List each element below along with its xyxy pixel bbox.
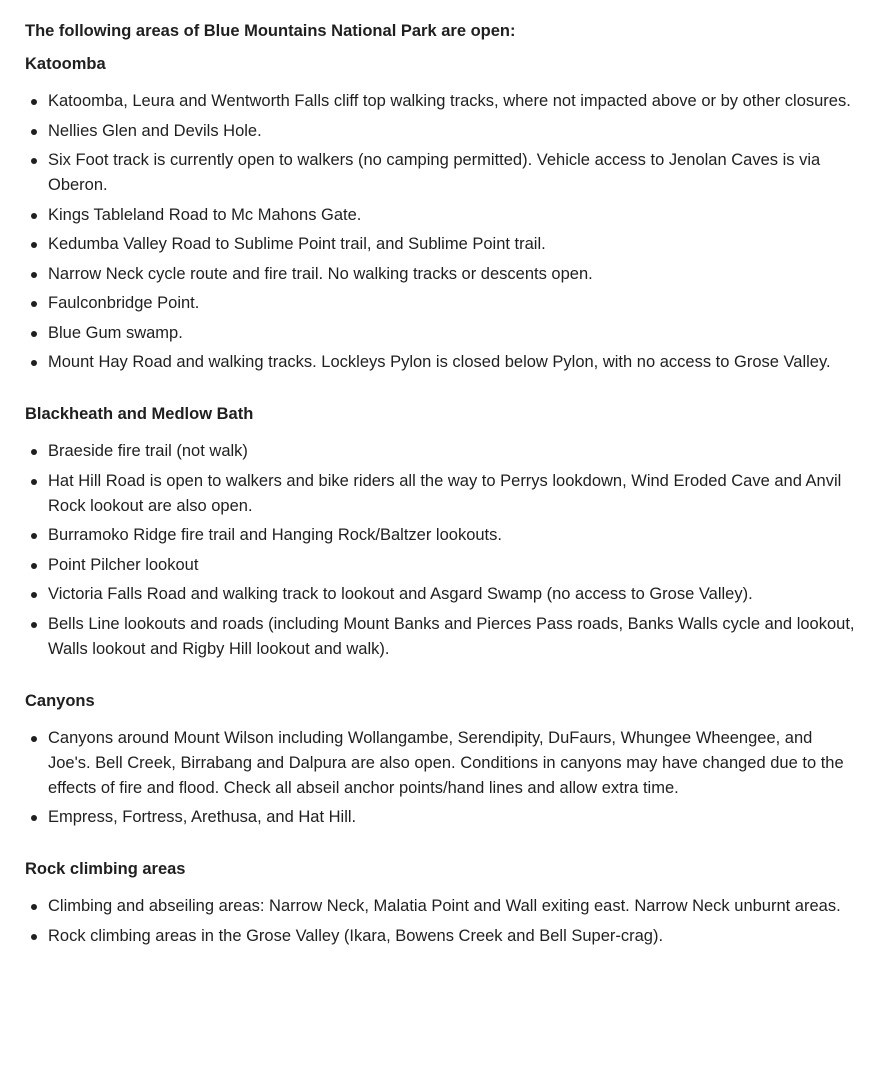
- bullet-icon: [31, 360, 37, 366]
- bullet-icon: [31, 301, 37, 307]
- bullet-icon: [31, 815, 37, 821]
- list-item-text: Burramoko Ridge fire trail and Hanging Rock/Baltzer lookouts.: [48, 526, 502, 544]
- bullet-list: [25, 894, 855, 949]
- bullet-icon: [31, 622, 37, 628]
- list-item: [25, 612, 855, 662]
- list-item: [25, 89, 855, 114]
- section-canyons: [25, 689, 855, 831]
- section-blackheath-medlow-bath: [25, 402, 855, 662]
- list-item-text: Nellies Glen and Devils Hole.: [48, 121, 262, 140]
- section-heading: Canyons: [25, 691, 95, 710]
- list-item-text: Canyons around Mount Wilson including Wollangambe, Serendipity, DuFaurs, Whungee Wheengee, and Joe's. Bell Creek, Birrabang and Dalpura are also open. Conditions in canyons may have changed due to the effects of fire and flood. Check all abseil anchor points/hand lines and allow extra time.: [48, 728, 844, 797]
- bullet-list: [25, 439, 855, 662]
- list-item-text: Climbing and abseiling areas: Narrow Neck, Malatia Point and Wall exiting east. Narrow Neck unburnt areas.: [48, 897, 841, 915]
- list-item-text: Narrow Neck cycle route and fire trail. No walking tracks or descents open.: [48, 264, 593, 283]
- bullet-icon: [31, 449, 37, 455]
- bullet-icon: [31, 736, 37, 742]
- list-item: [25, 321, 855, 346]
- bullet-icon: [31, 129, 37, 135]
- list-item: [25, 119, 855, 144]
- list-item: [25, 924, 855, 949]
- list-item: [25, 291, 855, 316]
- list-item: [25, 148, 855, 198]
- list-item-text: Empress, Fortress, Arethusa, and Hat Hill.: [48, 808, 357, 826]
- list-item-text: Point Pilcher lookout: [48, 555, 199, 574]
- section-rock-climbing-areas: [25, 857, 855, 949]
- list-item: [25, 203, 855, 228]
- bullet-icon: [31, 99, 37, 105]
- list-item: [25, 262, 855, 287]
- list-item-text: Katoomba, Leura and Wentworth Falls cliff top walking tracks, where not impacted above or by other closures.: [48, 92, 851, 110]
- bullet-icon: [31, 272, 37, 278]
- bullet-icon: [31, 479, 37, 485]
- list-item-text: Six Foot track is currently open to walkers (no camping permitted). Vehicle access to Jenolan Caves is via Oberon.: [48, 151, 821, 194]
- list-item: [25, 523, 855, 548]
- bullet-icon: [31, 242, 37, 248]
- bullet-icon: [31, 904, 37, 910]
- list-item-text: Kedumba Valley Road to Sublime Point trail, and Sublime Point trail.: [48, 235, 546, 253]
- section-katoomba: [25, 52, 855, 375]
- bullet-icon: [31, 213, 37, 219]
- list-item-text: Hat Hill Road is open to walkers and bike riders all the way to Perrys lookdown, Wind Eroded Cave and Anvil Rock lookout are also open.: [48, 471, 842, 515]
- list-item-text: Kings Tableland Road to Mc Mahons Gate.: [48, 205, 362, 224]
- bullet-icon: [31, 592, 37, 598]
- bullet-icon: [31, 934, 37, 940]
- bullet-icon: [31, 533, 37, 539]
- list-item: [25, 582, 855, 607]
- list-item-text: Braeside fire trail (not walk): [48, 442, 248, 460]
- section-heading: Blackheath and Medlow Bath: [25, 405, 254, 423]
- bullet-list: [25, 726, 855, 831]
- list-item: [25, 805, 855, 830]
- list-item: [25, 553, 855, 578]
- bullet-icon: [31, 563, 37, 569]
- bullet-icon: [31, 158, 37, 164]
- list-item-text: Faulconbridge Point.: [48, 294, 200, 312]
- list-item: [25, 726, 855, 801]
- intro-heading: The following areas of Blue Mountains National Park are open:: [25, 22, 516, 40]
- list-item-text: Rock climbing areas in the Grose Valley (Ikara, Bowens Creek and Bell Super-crag).: [48, 926, 664, 945]
- list-item: [25, 469, 855, 519]
- list-item-text: Mount Hay Road and walking tracks. Lockleys Pylon is closed below Pylon, with no access to Grose Valley.: [48, 353, 831, 371]
- section-heading: Katoomba: [25, 55, 106, 73]
- list-item-text: Bells Line lookouts and roads (including Mount Banks and Pierces Pass roads, Banks Walls cycle and lookout, Walls lookout and Rigby Hill lookout and walk).: [48, 614, 855, 658]
- list-item: [25, 350, 855, 375]
- list-item: [25, 894, 855, 919]
- list-item-text: Victoria Falls Road and walking track to lookout and Asgard Swamp (no access to Grose Valley).: [48, 585, 753, 603]
- list-item: [25, 439, 855, 464]
- bullet-list: [25, 89, 855, 375]
- list-item: [25, 232, 855, 257]
- section-heading: Rock climbing areas: [25, 860, 186, 878]
- list-item-text: Blue Gum swamp.: [48, 323, 183, 342]
- bullet-icon: [31, 331, 37, 337]
